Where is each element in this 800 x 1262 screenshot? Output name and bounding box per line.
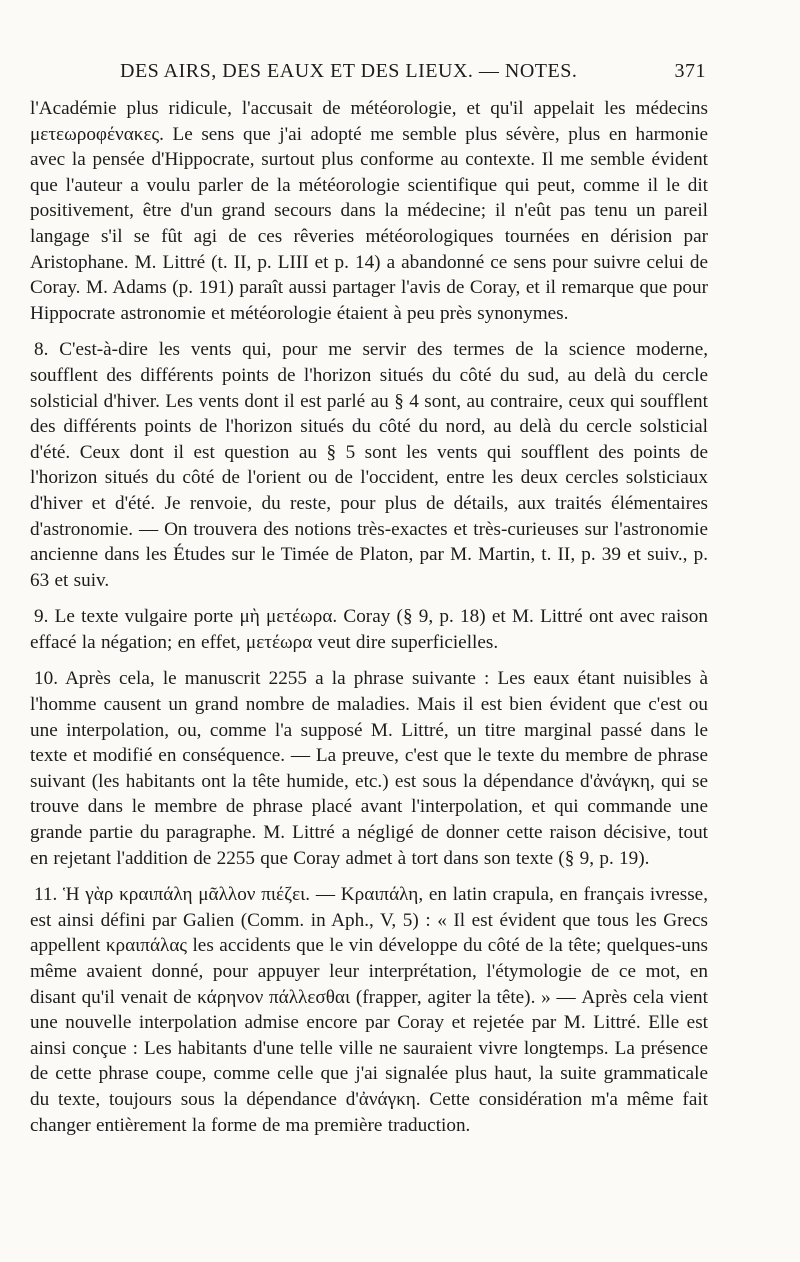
page-header <box>30 60 708 96</box>
note-9 <box>30 604 708 655</box>
page-number: 371 <box>674 60 706 82</box>
running-title: DES AIRS, DES EAUX ET DES LIEUX. — NOTES. <box>120 60 578 82</box>
notes-body <box>30 96 708 1138</box>
note-number: 11. <box>34 884 58 906</box>
note-text: Le texte vulgaire porte μὴ μετέωρα. Coray (§ 9, p. 18) et M. Littré ont avec raison effacé la négation; en effet, μετέωρα veut dire superficielles. <box>30 606 708 653</box>
note-text: l'Académie plus ridicule, l'accusait de météorologie, et qu'il appelait les médecins μετεωροφένακες. Le sens que j'ai adopté me semble plus sévère, plus en harmonie avec la pensée d'Hippocrate, surtout plus conforme au contexte. Il me semble évident que l'auteur a voulu parler de la météorologie scientifique qui peut, comme il le dit positivement, être d'un grand secours dans la médecine; il n'eût pas tenu un pareil langage s'il se fût agi de ces rêveries météorologiques tournées en dérision par Aristophane. M. Littré (t. II, p. LIII et p. 14) a abandonné ce sens pour suivre celui de Coray. M. Adams (p. 191) paraît aussi partager l'avis de Coray, et il remarque que pour Hippocrate astronomie et météorologie étaient à peu près synonymes. <box>30 98 708 324</box>
note-11 <box>30 882 708 1138</box>
note-text: C'est-à-dire les vents qui, pour me servir des termes de la science moderne, soufflent des différents points de l'horizon situés du côté du sud, au delà du cercle solsticial d'hiver. Les vents dont il est parlé au § 4 sont, au contraire, ceux qui soufflent des différents points de l'horizon situés du côté du nord, au delà du cercle solsticial d'été. Ceux dont il est question au § 5 sont les vents qui soufflent des points de l'horizon situés du côté de l'orient ou de l'occident, entre les deux cercles solsticiaux d'hiver et d'été. Je renvoie, du reste, pour plus de détails, aux traités élémentaires d'astronomie. — On trouvera des notions très-exactes et très-curieuses sur l'astronomie ancienne dans les Études sur le Timée de Platon, par M. Martin, t. II, p. 39 et suiv., p. 63 et suiv. <box>30 339 709 591</box>
note-number: 9. <box>34 606 49 628</box>
note-continuation <box>30 96 708 326</box>
note-10 <box>30 666 708 871</box>
note-8 <box>30 337 708 593</box>
note-text: Ἡ γὰρ κραιπάλη μᾶλλον πιέζει. — Κραιπάλη, en latin crapula, en français ivresse, est ainsi défini par Galien (Comm. in Aph., V, 5) : « Il est évident que tous les Grecs appellent κραιπάλας les accidents que le vin développe du côté de la tête; quelques-uns même avaient donné, pour appuyer leur interprétation, l'étymologie de ce mot, en disant qu'il venait de κάρηνον πάλλεσθαι (frapper, agiter la tête). » — Après cela vient une nouvelle interpolation admise encore par Coray et rejetée par M. Littré. Elle est ainsi conçue : Les habitants d'une telle ville ne sauraient vivre longtemps. La présence de cette phrase coupe, comme celle que j'ai signalée plus haut, la suite grammaticale du texte, toujours sous la dépendance d'ἀνάγκη. Cette considération m'a même fait changer entièrement la forme de ma première traduction. <box>30 884 708 1136</box>
note-number: 10. <box>34 668 58 690</box>
note-number: 8. <box>34 339 49 361</box>
note-text: Après cela, le manuscrit 2255 a la phrase suivante : Les eaux étant nuisibles à l'homme causent un grand nombre de maladies. Mais il est bien évident que c'est ou une interpolation, ou, comme l'a supposé M. Littré, un titre marginal passé dans le texte et modifié en conséquence. — La preuve, c'est que le texte du membre de phrase suivant (les habitants ont la tête humide, etc.) est sous la dépendance d'ἀνάγκη, qui se trouve dans le membre de phrase placé avant l'interpolation, et qui commande une grande partie du paragraphe. M. Littré a négligé de donner cette raison décisive, tout en rejetant l'addition de 2255 que Coray admet à tort dans son texte (§ 9, p. 19). <box>30 668 708 869</box>
